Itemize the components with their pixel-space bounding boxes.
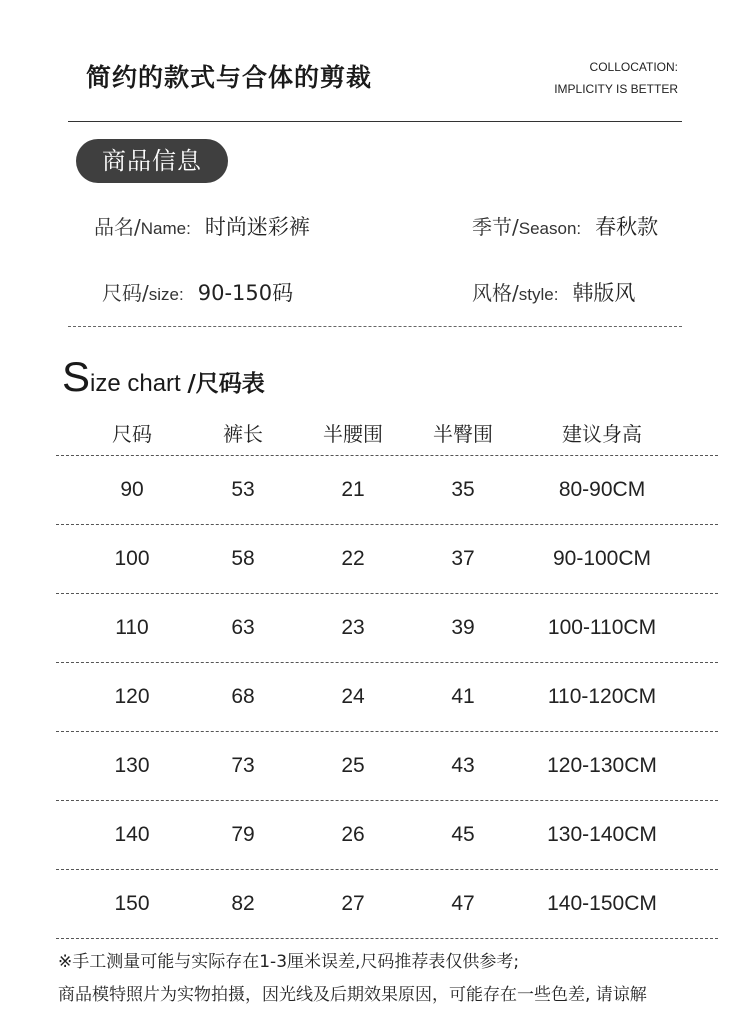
cell-half-hip: 43: [451, 754, 475, 777]
header-size: 尺码: [112, 422, 152, 446]
cell-half-waist: 22: [341, 547, 365, 570]
cell-pants-length: 68: [231, 685, 255, 708]
cell-suggested-height: 130-140CM: [547, 823, 657, 846]
cell-pants-length: 82: [231, 892, 255, 915]
style-field: [472, 277, 635, 307]
header-half-waist: 半腰围: [323, 422, 383, 446]
season-label: 季节/: [472, 215, 519, 239]
cell-half-waist: 27: [341, 892, 365, 915]
size-chart-title: [62, 353, 265, 400]
size-range-value: 90-150码: [197, 281, 294, 305]
table-row: [56, 456, 718, 525]
cell-half-hip: 37: [451, 547, 475, 570]
cell-half-waist: 24: [341, 685, 365, 708]
cell-pants-length: 79: [231, 823, 255, 846]
size-chart-title-rest: ize chart: [90, 370, 188, 397]
table-row: [56, 870, 718, 939]
product-info-badge: 商品信息: [76, 139, 228, 183]
cell-half-waist: 25: [341, 754, 365, 777]
size-chart-header-row: [56, 410, 718, 456]
cell-half-waist: 26: [341, 823, 365, 846]
season-label-en: Season:: [518, 219, 582, 238]
cell-suggested-height: 100-110CM: [547, 616, 657, 639]
product-name-label: 品名/: [94, 215, 141, 239]
table-row: [56, 732, 718, 801]
top-divider: [68, 121, 682, 122]
style-label-en: style:: [518, 285, 559, 304]
cell-pants-length: 73: [231, 754, 255, 777]
style-value: 韩版风: [572, 281, 636, 305]
header-half-hip: 半臀围: [433, 422, 493, 446]
cell-half-hip: 45: [451, 823, 475, 846]
cell-size: 120: [114, 685, 150, 708]
collocation-tagline: [554, 56, 678, 100]
note-line-1: ※手工测量可能与实际存在1-3厘米误差,尺码推荐表仅供参考;: [58, 952, 520, 972]
season-field: [472, 211, 658, 241]
cell-suggested-height: 90-100CM: [552, 547, 652, 570]
product-name-field: [94, 211, 310, 241]
collocation-line-1: COLLOCATION:: [589, 60, 678, 74]
cell-size: 100: [114, 547, 150, 570]
cell-pants-length: 58: [231, 547, 255, 570]
product-name-label-en: Name:: [140, 219, 191, 238]
cell-half-hip: 39: [451, 616, 475, 639]
table-row: [56, 663, 718, 732]
season-value: 春秋款: [595, 215, 659, 239]
product-name-value: 时尚迷彩裤: [204, 215, 310, 239]
notes: [58, 946, 647, 1012]
cell-suggested-height: 80-90CM: [558, 478, 646, 501]
cell-pants-length: 53: [231, 478, 255, 501]
cell-half-waist: 23: [341, 616, 365, 639]
cell-size: 140: [114, 823, 150, 846]
size-range-label-en: size:: [148, 285, 184, 304]
cell-size: 150: [114, 892, 150, 915]
collocation-line-2: IMPLICITY IS BETTER: [554, 82, 678, 96]
cell-half-hip: 47: [451, 892, 475, 915]
cell-half-hip: 41: [451, 685, 475, 708]
size-range-field: [102, 277, 293, 307]
note-line-2: 商品模特照片为实物拍摄，因光线及后期效果原因，可能存在一些色差, 请谅解: [58, 985, 647, 1005]
header-suggested-height: 建议身高: [562, 422, 642, 446]
cell-suggested-height: 140-150CM: [547, 892, 657, 915]
table-row: [56, 801, 718, 870]
table-row: [56, 594, 718, 663]
cell-size: 90: [120, 478, 144, 501]
header-pants-length: 裤长: [223, 422, 263, 446]
cell-size: 110: [115, 616, 149, 639]
size-range-label: 尺码/: [102, 281, 149, 305]
info-divider: [68, 326, 682, 327]
style-label: 风格/: [472, 281, 519, 305]
cell-suggested-height: 120-130CM: [547, 754, 657, 777]
cell-suggested-height: 110-120CM: [547, 685, 657, 708]
cell-size: 130: [114, 754, 150, 777]
table-row: [56, 525, 718, 594]
size-chart-title-cn: /尺码表: [187, 371, 265, 397]
size-chart-title-initial: S: [62, 353, 91, 400]
headline: 简约的款式与合体的剪裁: [86, 63, 373, 92]
size-chart-table: [56, 410, 718, 939]
cell-pants-length: 63: [231, 616, 255, 639]
cell-half-hip: 35: [451, 478, 475, 501]
cell-half-waist: 21: [341, 478, 365, 501]
